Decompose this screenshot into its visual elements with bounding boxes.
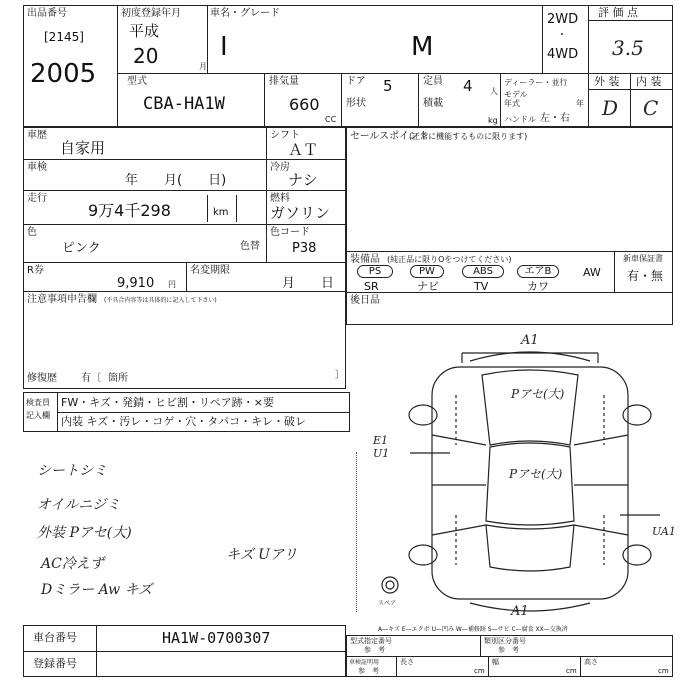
spare-label: スペア — [378, 600, 397, 607]
inspector-label-1: 検査員 — [26, 398, 50, 407]
history-label: 車歴 — [27, 130, 47, 141]
approval-sub: 参 考 — [364, 646, 385, 654]
lot-label: 出品番号 — [27, 8, 67, 19]
diagram-left-mark: E1 U1 — [373, 434, 390, 460]
cert-sub: 参 考 — [358, 667, 379, 675]
era: 平成 — [129, 22, 160, 40]
disp-label: 排気量 — [269, 76, 299, 87]
notes-sub: (不具合内容等は具体的に記入して下さい) — [104, 297, 217, 304]
capacity-unit: 人 — [490, 87, 498, 96]
history: 自家用 — [60, 139, 106, 157]
note-right: キズ Uアリ — [226, 547, 298, 563]
length-unit: cm — [474, 667, 485, 675]
diagram-right-mark: UA1 — [652, 525, 676, 538]
shift: ＡＴ — [288, 141, 319, 159]
fuel: ガソリン — [270, 204, 331, 222]
ac-label: 冷房 — [270, 162, 290, 173]
diagram-top-mark: A1 — [521, 333, 539, 348]
door-label: ドア — [346, 76, 366, 87]
era-year: 20 — [133, 44, 159, 68]
equipment-sub: (純正品に限りOをつけてください) — [387, 255, 512, 264]
diagram-roof-mark: Pアセ(大) — [509, 467, 563, 481]
repair-label: 修復歴 — [27, 373, 57, 384]
first-reg-label: 初度登録年月 — [121, 8, 181, 19]
interior-label: 内 装 — [636, 75, 662, 88]
equipment-label: 装備品 — [350, 254, 380, 265]
color-change-label: 色替 — [240, 241, 260, 252]
sales-sub: (正常に機能するものに限ります) — [409, 132, 528, 141]
equip-tv: TV — [474, 280, 489, 293]
details-block — [23, 127, 346, 389]
drive-2wd: 2WD — [547, 12, 579, 27]
month-unit: 月 — [199, 62, 207, 71]
year-unit: 年 — [576, 99, 584, 108]
km-unit: km — [213, 207, 229, 218]
mileage-label: 走行 — [27, 193, 47, 204]
handle-label: ハンドル — [504, 115, 536, 124]
chassis-number: HA1W-0700307 — [162, 629, 271, 647]
note-5: Dミラー Aw キズ — [41, 582, 153, 598]
equip-navi: ナビ — [417, 280, 439, 293]
height-unit: cm — [658, 667, 669, 675]
repair-value: 有〔 — [81, 373, 101, 384]
category-label: 類別区分番号 — [484, 637, 526, 645]
inspection-label: 車検 — [27, 162, 47, 173]
expiry: 月 日 — [282, 276, 335, 291]
inspector-interior-row: 内装 キズ・汚レ・コゲ・穴・タバコ・キレ・破レ — [61, 415, 307, 428]
height-label: 高さ — [584, 658, 598, 666]
sales-point-block — [346, 127, 673, 325]
notes-label: 注意事項申告欄 — [27, 294, 97, 305]
recycle-fee: 9,910 — [117, 276, 155, 291]
model: CBA-HA1W — [143, 94, 225, 114]
model-year-label-2: 年式 — [504, 99, 520, 108]
repair-unit: 箇所 — [108, 373, 128, 384]
note-3: 外装 Pアセ(大) — [37, 525, 132, 541]
inspector-label-2: 記入欄 — [26, 411, 50, 420]
equip-ps: PS — [357, 265, 393, 278]
car-name-label: 車名・グレード — [210, 8, 280, 19]
equip-airbag: エアB — [517, 265, 559, 278]
shift-label: シフト — [270, 130, 300, 141]
approval-label: 型式指定番号 — [350, 637, 392, 645]
lot-number: [2145] — [44, 30, 84, 44]
drive-dot: ・ — [557, 30, 567, 41]
diagram-bottom-mark: A1 — [511, 604, 529, 619]
equip-pw: PW — [410, 265, 444, 278]
color-code-label: 色コード — [270, 227, 310, 238]
capacity: 4 — [463, 77, 473, 95]
chassis-label: 車台番号 — [33, 631, 77, 644]
capacity-label: 定員 — [423, 76, 443, 87]
color-label: 色 — [27, 227, 37, 238]
width-unit: cm — [566, 667, 577, 675]
displacement: 660 — [289, 95, 320, 114]
repair-close: 〕 — [335, 370, 345, 381]
dealer-label: ディーラー・並行 — [504, 78, 568, 87]
warranty-value: 有・無 — [627, 269, 664, 283]
equip-sr: SR — [364, 280, 379, 293]
category-sub: 参 考 — [498, 646, 519, 654]
doors: 5 — [383, 77, 393, 95]
sales-label: セールスポイント — [350, 131, 430, 142]
inspection: 年 月( 日) — [125, 173, 227, 188]
mileage: 9万4千298 — [88, 201, 171, 220]
width-label: 幅 — [492, 658, 499, 666]
cert-label: 車検証明用 — [349, 659, 380, 666]
model-label: 型式 — [127, 76, 147, 87]
note-2: オイルニジミ — [37, 497, 121, 513]
color: ピンク — [62, 241, 101, 256]
drive-4wd: 4WD — [547, 47, 579, 62]
inspector-fw-row: FW・キズ・発錆・ヒビ割・リペア跡・×要 — [61, 396, 274, 409]
yen-unit: 円 — [168, 280, 176, 289]
score-label: 評 価 点 — [598, 6, 638, 19]
car-name: I — [220, 32, 228, 62]
damage-code-legend: A—キズ E—エクボ U—凹み W—補修跡 S—サビ C—腐食 XX—交換済 — [378, 626, 568, 633]
load-label: 積載 — [423, 98, 443, 109]
note-4: AC冷えず — [41, 556, 104, 572]
handle-value: 左・右 — [540, 113, 570, 124]
length-label: 長さ — [400, 658, 414, 666]
exterior-label: 外 装 — [594, 75, 620, 88]
exterior-grade: D — [602, 96, 619, 120]
shape-label: 形状 — [346, 98, 366, 109]
kg-unit: kg — [488, 116, 498, 125]
disp-unit: CC — [325, 115, 337, 124]
model-year-label-1: モデル — [504, 90, 528, 99]
diagram-hood-mark: Pアセ(大) — [511, 387, 565, 401]
interior-grade: C — [643, 96, 659, 120]
equip-aw: AW — [583, 266, 601, 279]
note-1: シートシミ — [37, 463, 107, 479]
ac: ナシ — [288, 171, 318, 189]
color-code: P38 — [292, 241, 317, 256]
fuel-label: 燃料 — [270, 193, 290, 204]
year: 2005 — [30, 59, 97, 89]
later-items-label: 後日品 — [350, 295, 380, 306]
registration-label: 登録番号 — [33, 657, 77, 670]
equip-abs: ABS — [462, 265, 504, 278]
equip-leather: カワ — [527, 280, 549, 293]
score: 3.5 — [612, 36, 644, 60]
warranty-label: 新車保証書 — [623, 254, 663, 263]
grade: M — [411, 32, 434, 62]
expiry-label: 名変期限 — [190, 265, 230, 276]
recycle-label: R券 — [27, 265, 44, 276]
